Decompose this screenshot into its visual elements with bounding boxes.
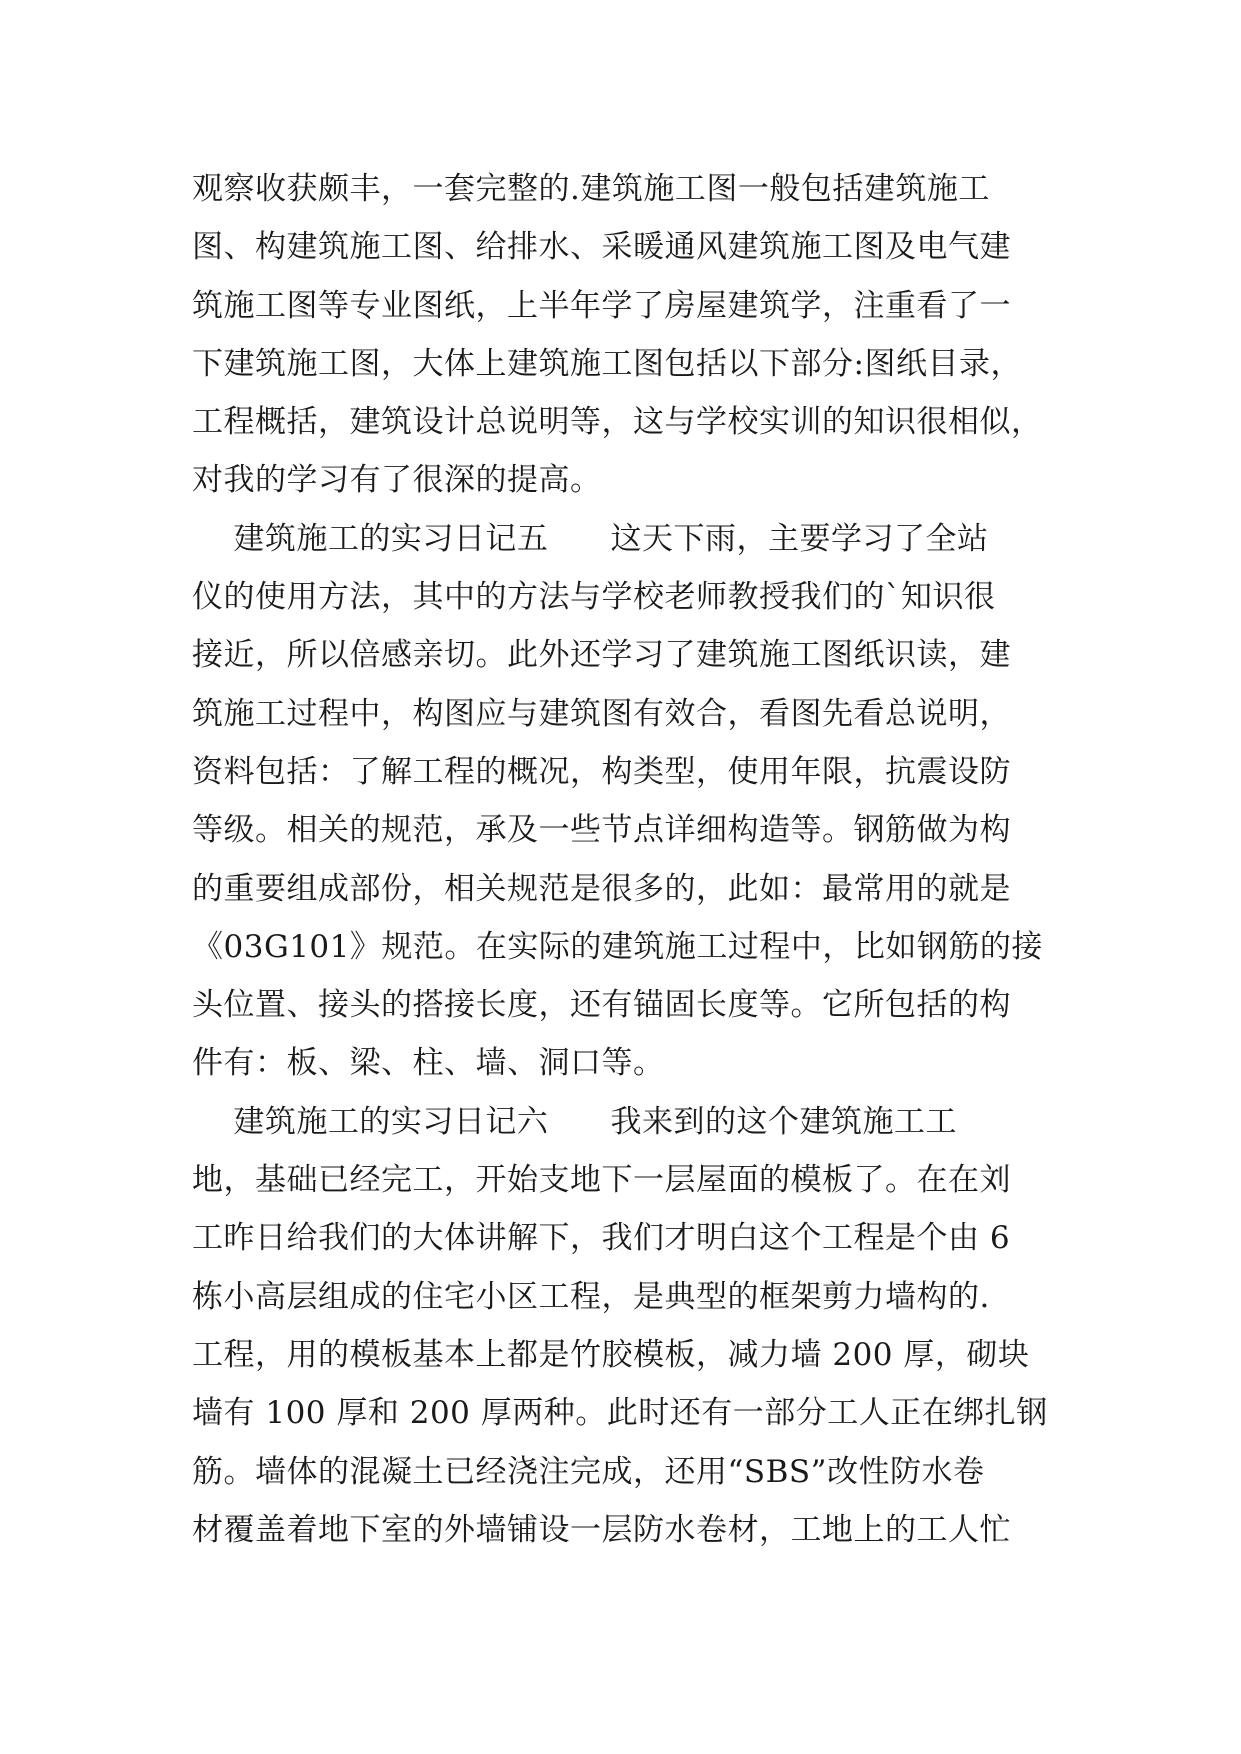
text-line: 仪的使用方法，其中的方法与学校老师教授我们的`知识很 [192, 579, 996, 616]
text-line: 的重要组成部份，相关规范是很多的，此如：最常用的就是 [192, 870, 1011, 907]
text-line: 下建筑施工图，大体上建筑施工图包括以下部分:图纸目录， [192, 345, 1022, 382]
text-line: 筋。墙体的混凝土已经浇注完成，还用“SBS”改性防水卷 [192, 1453, 985, 1490]
text-line: 图、构建筑施工图、给排水、采暖通风建筑施工图及电气建 [192, 229, 1011, 266]
text-line: 观察收获颇丰，一套完整的.建筑施工图一般包括建筑施工 [192, 171, 990, 207]
text-line: 工程，用的模板基本上都是竹胶模板，减力墙 200 厚，砌块 [192, 1336, 1030, 1373]
text-line: 头位置、接头的搭接长度，还有锚固长度等。它所包括的构 [192, 987, 1011, 1024]
text-line: 墙有 100 厚和 200 厚两种。此时还有一部分工人正在绑扎钢 [192, 1395, 1048, 1432]
text-line: 工程概括，建筑设计总说明等，这与学校实训的知识很相似， [192, 404, 1043, 441]
text-line: 筑施工过程中，构图应与建筑图有效合，看图先看总说明， [192, 695, 1011, 732]
text-line: 材覆盖着地下室的外墙铺设一层防水卷材，工地上的工人忙 [192, 1511, 1011, 1548]
text-line: 对我的学习有了很深的提高。 [192, 462, 602, 499]
text-line: 等级。相关的规范，承及一些节点详细构造等。钢筋做为构 [192, 812, 1011, 849]
text-line: 接近，所以倍感亲切。此外还学习了建筑施工图纸识读，建 [192, 637, 1011, 674]
document-body [192, 160, 1072, 1559]
text-line: 栋小高层组成的住宅小区工程，是典型的框架剪力墙构的. [192, 1278, 990, 1315]
text-line: 《03G101》规范。在实际的建筑施工过程中，比如钢筋的接 [192, 928, 1043, 965]
text-line: 工昨日给我们的大体讲解下，我们才明白这个工程是个由 6 [192, 1220, 1011, 1257]
text-line: 建筑施工的实习日记五 这天下雨，主要学习了全站 [192, 520, 989, 557]
text-line: 筑施工图等专业图纸，上半年学了房屋建筑学，注重看了一 [192, 287, 1011, 324]
text-line: 资料包括：了解工程的概况，构类型，使用年限，抗震设防 [192, 753, 1011, 790]
text-line: 件有：板、梁、柱、墙、洞口等。 [192, 1045, 665, 1082]
text-line: 建筑施工的实习日记六 我来到的这个建筑施工工 [192, 1103, 958, 1140]
text-line: 地，基础已经完工，开始支地下一层屋面的模板了。在在刘 [192, 1162, 1011, 1199]
